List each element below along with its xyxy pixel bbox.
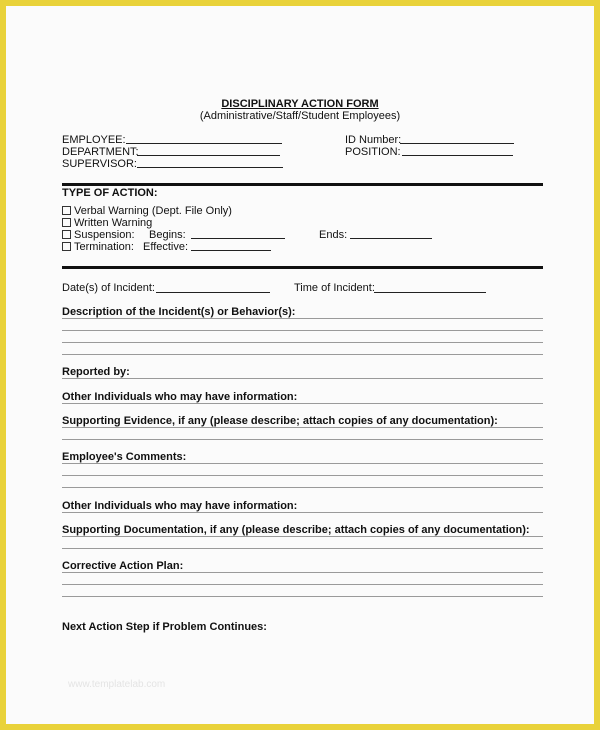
begins-field[interactable] [191,238,285,239]
reported-by-heading: Reported by: [62,366,130,378]
employee-comments-line[interactable] [62,475,543,476]
other-individuals-line[interactable] [62,403,543,404]
supporting-evidence-line[interactable] [62,439,543,440]
supporting-documentation-line[interactable] [62,548,543,549]
employee-field[interactable] [126,143,282,144]
form-title: DISCIPLINARY ACTION FORM [221,98,379,110]
id-number-label: ID Number: [345,134,402,146]
description-line[interactable] [62,354,543,355]
suspension-label: Suspension: [74,229,135,241]
description-line[interactable] [62,342,543,343]
ends-field[interactable] [350,238,432,239]
dates-of-incident-field[interactable] [156,292,270,293]
employee-comments-heading: Employee's Comments: [62,451,187,463]
reported-by-line[interactable] [62,378,543,379]
effective-label: Effective: [143,241,189,253]
department-field[interactable] [137,155,280,156]
corrective-plan-heading: Corrective Action Plan: [62,560,184,572]
other-individuals-heading-2: Other Individuals who may have information: [62,500,298,512]
other-individuals-line-2[interactable] [62,512,543,513]
supporting-documentation-heading: Supporting Documentation, if any (please describe; attach copies of any documentation): [62,524,530,536]
watermark: www.templatelab.com [68,679,166,690]
supervisor-field[interactable] [137,167,283,168]
employee-comments-line[interactable] [62,463,543,464]
form-subtitle: (Administrative/Staff/Student Employees) [199,110,401,122]
supervisor-label: SUPERVISOR: [62,158,137,170]
corrective-plan-line[interactable] [62,596,543,597]
form-page [6,6,594,724]
time-of-incident-field[interactable] [374,292,486,293]
effective-field[interactable] [191,250,271,251]
department-label: DEPARTMENT: [62,146,139,158]
position-label: POSITION: [345,146,401,158]
section-divider [62,183,543,186]
description-line[interactable] [62,318,543,319]
ends-label: Ends: [319,229,348,241]
written-warning-label: Written Warning [74,217,153,229]
termination-label: Termination: [74,241,134,253]
section-divider [62,266,543,269]
id-number-field[interactable] [400,143,514,144]
corrective-plan-line[interactable] [62,584,543,585]
supporting-evidence-line[interactable] [62,427,543,428]
corrective-plan-line[interactable] [62,572,543,573]
termination-checkbox[interactable] [62,242,71,251]
verbal-warning-checkbox[interactable] [62,206,71,215]
dates-of-incident-label: Date(s) of Incident: [62,282,155,294]
description-line[interactable] [62,330,543,331]
termination-option[interactable] [62,241,134,254]
verbal-warning-label: Verbal Warning (Dept. File Only) [74,205,232,217]
type-of-action-heading: TYPE OF ACTION: [62,187,158,199]
next-action-step-heading: Next Action Step if Problem Continues: [62,621,267,633]
supporting-evidence-heading: Supporting Evidence, if any (please describe; attach copies of any documentation): [62,415,498,427]
written-warning-checkbox[interactable] [62,218,71,227]
supporting-documentation-line[interactable] [62,536,543,537]
employee-label: EMPLOYEE: [62,134,126,146]
employee-comments-line[interactable] [62,487,543,488]
description-heading: Description of the Incident(s) or Behavior(s): [62,306,296,318]
suspension-checkbox[interactable] [62,230,71,239]
other-individuals-heading: Other Individuals who may have information: [62,391,298,403]
position-field[interactable] [402,155,513,156]
time-of-incident-label: Time of Incident: [294,282,375,294]
begins-label: Begins: [149,229,186,241]
